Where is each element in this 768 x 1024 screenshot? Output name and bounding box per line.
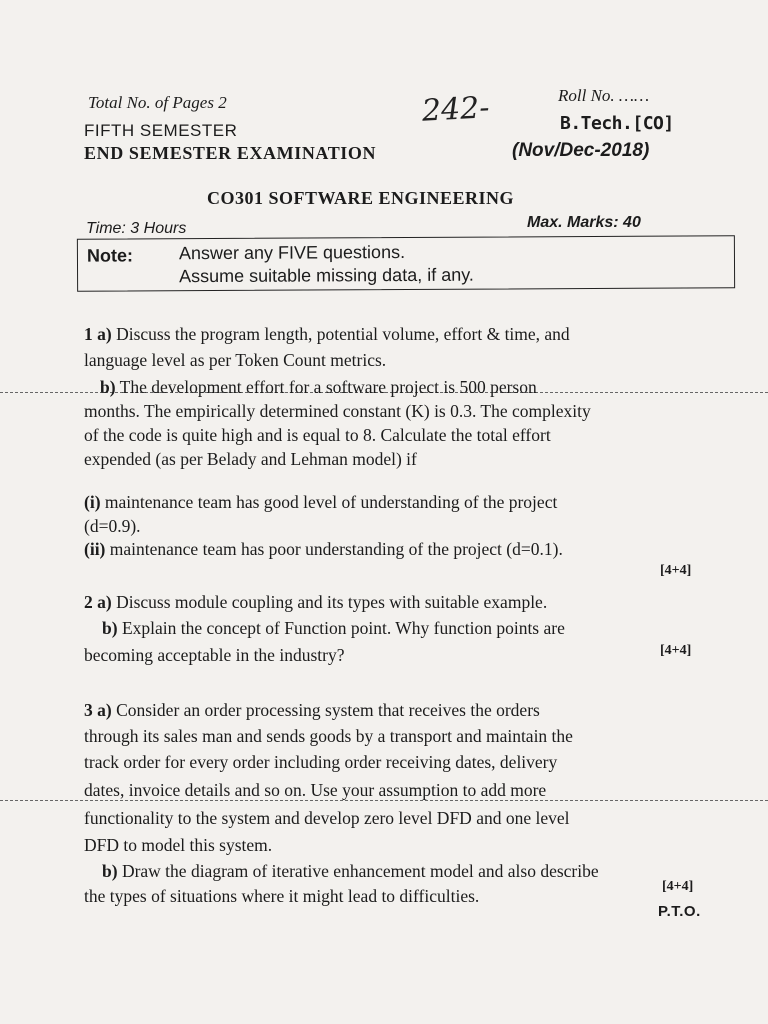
semester-label: FIFTH SEMESTER [84, 121, 238, 140]
q2b-number: b) [102, 618, 118, 638]
q1a-number: 1 a) [84, 324, 112, 344]
q1-i-number: (i) [84, 492, 101, 512]
q1b-text-1: The development effort for a software project is 500 person [119, 377, 537, 397]
q1a-line-1 [84, 322, 570, 346]
course-title: CO301 SOFTWARE ENGINEERING [207, 188, 515, 208]
q3a-line-4: dates, invoice details and so on. Use your assumption to add more [84, 780, 547, 800]
q3a-line-2: through its sales man and sends goods by a transport and maintain the [84, 726, 573, 746]
total-pages: Total No. of Pages 2 [88, 93, 227, 112]
q3a-line-6: DFD to model this system. [84, 835, 273, 855]
q2-marks: [4+4] [660, 643, 692, 658]
q1-ii-text-1: maintenance team has poor understanding of the project (d=0.1). [109, 539, 563, 559]
note-box [77, 235, 735, 291]
q1a-text-1: Discuss the program length, potential volume, effort & time, and [116, 324, 570, 344]
exam-session: (Nov/Dec-2018) [512, 140, 650, 161]
exam-title: END SEMESTER EXAMINATION [84, 143, 377, 163]
q1b-number: b) [100, 377, 116, 397]
q1b-line-2: months. The empirically determined constant (K) is 0.3. The complexity [84, 401, 591, 421]
q2b-line-1 [102, 616, 565, 640]
q3a-number: 3 a) [84, 700, 112, 720]
max-marks: Max. Marks: 40 [527, 214, 641, 231]
q3a-line-3: track order for every order including order receiving dates, delivery [84, 752, 558, 772]
q1-i-text-1: maintenance team has good level of understanding of the project [104, 492, 558, 512]
program-label: B.Tech.[CO] [560, 113, 674, 134]
handwritten-note: 242- [421, 90, 491, 129]
q3a-line-5: functionality to the system and develop zero level DFD and one level [84, 808, 570, 828]
q1-marks: [4+4] [660, 563, 692, 578]
q3b-text-1: Draw the diagram of iterative enhancement model and also describe [121, 861, 599, 881]
q3-marks: [4+4] [662, 879, 694, 894]
q3a-text-1: Consider an order processing system that receives the orders [116, 700, 540, 720]
q1-ii-line-1 [84, 537, 563, 561]
q1-i-line-2: (d=0.9). [84, 516, 141, 536]
q2b-text-1: Explain the concept of Function point. Why function points are [121, 618, 565, 638]
q3b-line-2: the types of situations where it might lead to difficulties. [84, 886, 480, 906]
q3a-line-1 [84, 698, 540, 722]
q2b-line-2: becoming acceptable in the industry? [84, 645, 345, 665]
q2a-text-1: Discuss module coupling and its types with suitable example. [116, 592, 548, 612]
q3b-number: b) [102, 861, 118, 881]
note-line-1: Answer any FIVE questions. [178, 242, 406, 264]
note-line-2: Assume suitable missing data, if any. [179, 264, 474, 287]
q1b-line-3: of the code is quite high and is equal to 8. Calculate the total effort [84, 425, 551, 445]
time-allowed: Time: 3 Hours [86, 220, 187, 237]
q2a-line-1 [84, 590, 547, 614]
q2a-number: 2 a) [84, 592, 112, 612]
roll-number: Roll No. …… [558, 86, 650, 105]
note-label: Note: [86, 245, 134, 266]
q1-i-line-1 [84, 490, 557, 514]
pto-label: P.T.O. [658, 903, 701, 920]
q1b-line-1 [100, 375, 537, 399]
q1-ii-number: (ii) [84, 539, 106, 559]
q1a-line-2: language level as per Token Count metrics. [84, 350, 387, 370]
q1b-line-4: expended (as per Belady and Lehman model) if [84, 449, 417, 469]
q3b-line-1 [102, 859, 599, 883]
